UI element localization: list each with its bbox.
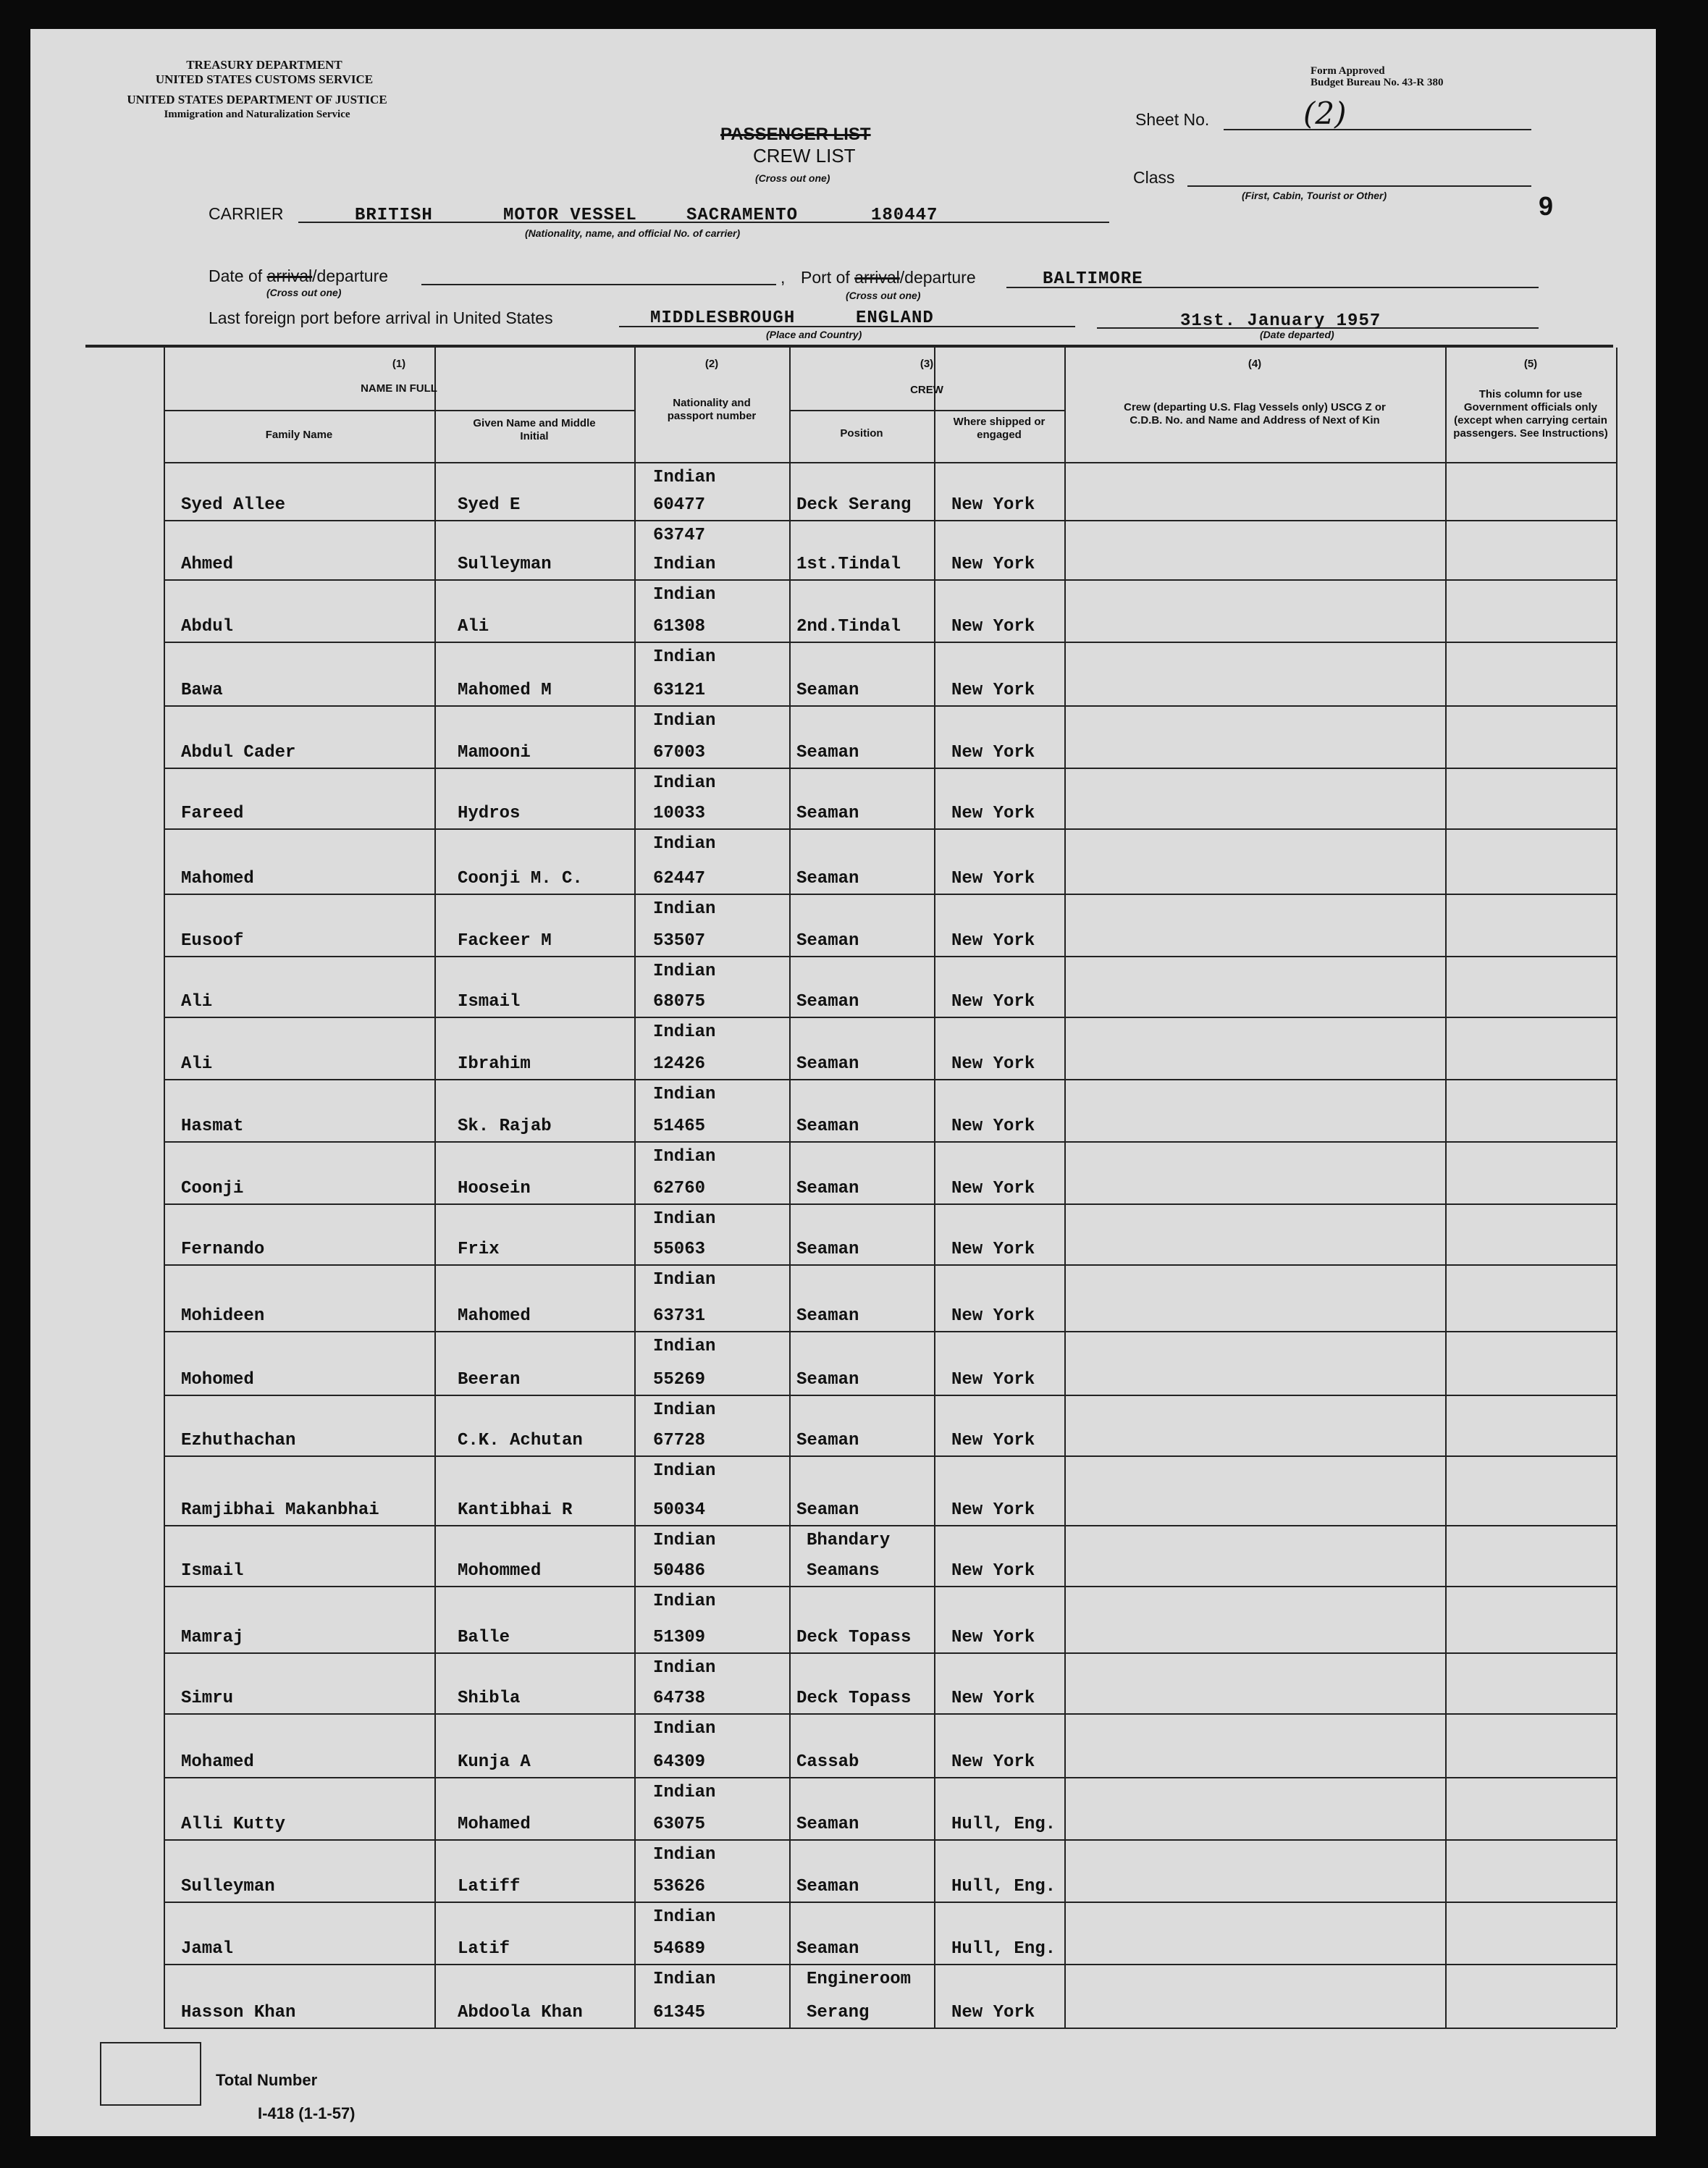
page-number: 9	[1539, 191, 1554, 221]
family-name-cell: Hasson Khan	[181, 2003, 296, 2022]
nationality-cell: 63747	[653, 526, 706, 545]
last-port-value: MIDDLESBROUGH	[650, 308, 796, 328]
family-name-cell: Mamraj	[181, 1628, 244, 1647]
given-name-cell: Ismail	[458, 992, 521, 1012]
nationality-cell: Indian	[653, 1400, 716, 1420]
nationality-cell: Indian	[653, 962, 716, 981]
nationality-cell: Indian	[653, 1085, 716, 1104]
given-name-cell: Mohommed	[458, 1561, 542, 1581]
nationality-cell: Indian	[653, 1719, 716, 1739]
date-comma: ,	[781, 268, 786, 287]
given-name-cell: Hydros	[458, 804, 521, 823]
passport-cell: 63121	[653, 681, 706, 700]
title-struck: PASSENGER LIST	[720, 125, 871, 144]
passport-cell: 62760	[653, 1179, 706, 1198]
table-row	[164, 894, 1616, 895]
passport-cell: 64738	[653, 1689, 706, 1708]
port-label	[801, 268, 976, 287]
port-value: BALTIMORE	[1043, 269, 1143, 289]
where-shipped-cell: New York	[951, 555, 1035, 574]
given-name-cell: Latif	[458, 1939, 510, 1959]
table-row	[164, 1713, 1616, 1715]
position-cell: Seaman	[796, 804, 859, 823]
table-row	[164, 579, 1616, 581]
given-name-cell: Abdoola Khan	[458, 2003, 583, 2022]
form-number: I-418 (1-1-57)	[258, 2104, 356, 2122]
where-shipped-cell: New York	[951, 617, 1035, 636]
agency-line-2: UNITED STATES CUSTOMS SERVICE	[155, 72, 374, 86]
table-row	[164, 705, 1616, 707]
agency-line-4: Immigration and Naturalization Service	[164, 109, 350, 120]
column-rule	[934, 348, 935, 2028]
nationality-cell: Indian	[653, 899, 716, 919]
given-name-cell: Latiff	[458, 1877, 521, 1896]
given-name-cell: Mahomed M	[458, 681, 552, 700]
where-shipped-cell: New York	[951, 1306, 1035, 1326]
header-bottom-rule	[164, 462, 1616, 463]
position-cell: Seaman	[796, 1306, 859, 1326]
family-name-cell: Eusoof	[181, 931, 244, 951]
family-name-cell: Ramjibhai Makanbhai	[181, 1500, 379, 1520]
where-shipped-cell: New York	[951, 1689, 1035, 1708]
family-name-cell: Ismail	[181, 1561, 244, 1581]
column-rule	[789, 348, 791, 2028]
table-row	[164, 1455, 1616, 1457]
table-row	[164, 1839, 1616, 1841]
table-row	[164, 1586, 1616, 1587]
col2-number: (2)	[704, 358, 719, 370]
where-shipped-cell: New York	[951, 869, 1035, 888]
carrier-name: SACRAMENTO	[686, 206, 799, 225]
passport-cell: 61308	[653, 617, 706, 636]
family-name-cell: Coonji	[181, 1179, 244, 1198]
passport-cell: 55063	[653, 1240, 706, 1259]
where-shipped-cell: New York	[951, 1117, 1035, 1136]
nationality-cell: Indian	[653, 647, 716, 667]
date-label-struck: arrival	[266, 266, 313, 285]
position-cell: Deck Topass	[796, 1689, 912, 1708]
carrier-official-no: 180447	[871, 206, 938, 225]
last-port-hint: (Place and Country)	[766, 329, 862, 340]
passport-cell: 60477	[653, 495, 706, 515]
date-departed: 31st. January 1957	[1180, 311, 1381, 331]
position-cell: Seaman	[796, 1500, 859, 1520]
where-shipped-cell: Hull, Eng.	[951, 1939, 1056, 1959]
carrier-nationality: BRITISH	[355, 206, 433, 225]
column-rule	[634, 348, 636, 2028]
passport-cell: 10033	[653, 804, 706, 823]
where-shipped-cell: New York	[951, 495, 1035, 515]
where-shipped-cell: New York	[951, 1054, 1035, 1074]
last-port-country: ENGLAND	[856, 308, 934, 328]
given-name-cell: Mohamed	[458, 1815, 531, 1834]
position-cell: Seaman	[796, 1877, 859, 1896]
passport-cell: 68075	[653, 992, 706, 1012]
table-top-rule	[85, 345, 1613, 348]
sheet-label: Sheet No.	[1135, 110, 1210, 129]
given-name-cell: Ibrahim	[458, 1054, 531, 1074]
passport-cell: 53507	[653, 931, 706, 951]
position-cell: Serang	[807, 2003, 870, 2022]
where-shipped-header: Where shipped or engaged	[953, 416, 1046, 441]
nationality-cell: Indian	[653, 1970, 716, 1989]
nationality-cell: Indian	[653, 1461, 716, 1481]
table-row	[164, 1017, 1616, 1018]
column-rule	[434, 348, 436, 2028]
where-shipped-cell: New York	[951, 1240, 1035, 1259]
given-name-cell: Sk. Rajab	[458, 1117, 552, 1136]
agency-line-1: TREASURY DEPARTMENT	[186, 58, 342, 72]
port-label-struck: arrival	[854, 268, 900, 287]
form-approved: Form Approved	[1311, 65, 1385, 77]
column-rule	[1616, 348, 1617, 2028]
position-cell: Seaman	[796, 931, 859, 951]
carrier-hint: (Nationality, name, and official No. of carrier)	[525, 227, 741, 239]
table-row	[164, 1525, 1616, 1526]
given-name-cell: Shibla	[458, 1689, 521, 1708]
nationality-cell: Indian	[653, 468, 716, 487]
family-name-cell: Syed Allee	[181, 495, 286, 515]
form-title: CREW LIST	[753, 145, 856, 167]
position-cell: Seaman	[796, 743, 859, 762]
where-shipped-cell: New York	[951, 1370, 1035, 1390]
table-row	[164, 956, 1616, 957]
position-cell: 1st.Tindal	[796, 555, 901, 574]
agency-line-3: UNITED STATES DEPARTMENT OF JUSTICE	[127, 93, 387, 106]
table-row	[164, 1203, 1616, 1205]
given-name-cell: C.K. Achutan	[458, 1431, 583, 1450]
passport-cell: 63075	[653, 1815, 706, 1834]
passport-cell: 64309	[653, 1752, 706, 1772]
position-cell: Cassab	[796, 1752, 859, 1772]
nationality-cell: Indian	[653, 1907, 716, 1927]
col1-title: NAME IN FULL	[361, 382, 437, 395]
position-cell: Seaman	[796, 1179, 859, 1198]
family-name-cell: Bawa	[181, 681, 223, 700]
position-cell: Seaman	[796, 1815, 859, 1834]
family-name-cell: Fareed	[181, 804, 244, 823]
class-hint: (First, Cabin, Tourist or Other)	[1242, 190, 1387, 201]
nationality-cell: Indian	[653, 1270, 716, 1290]
where-shipped-cell: New York	[951, 1752, 1035, 1772]
table-row	[164, 828, 1616, 830]
date-underline	[421, 284, 776, 285]
table-row	[164, 768, 1616, 769]
position-cell: Seaman	[796, 1431, 859, 1450]
position-cell: Seaman	[796, 1370, 859, 1390]
family-name-cell: Abdul	[181, 617, 234, 636]
passport-cell: 51309	[653, 1628, 706, 1647]
port-label-prefix: Port of	[801, 268, 855, 287]
date-departed-hint: (Date departed)	[1260, 329, 1334, 340]
col5-number: (5)	[1523, 358, 1538, 370]
where-shipped-cell: New York	[951, 743, 1035, 762]
family-name-cell: Mohomed	[181, 1370, 254, 1390]
given-name-cell: Beeran	[458, 1370, 521, 1390]
family-name-cell: Ezhuthachan	[181, 1431, 296, 1450]
position-cell: Seaman	[796, 1939, 859, 1959]
nationality-cell: Indian	[653, 1592, 716, 1611]
where-shipped-cell: New York	[951, 1179, 1035, 1198]
given-name-cell: Sulleyman	[458, 555, 552, 574]
passport-cell: 50034	[653, 1500, 706, 1520]
total-number-box[interactable]	[100, 2042, 201, 2106]
crew-header: CREW	[910, 384, 943, 396]
given-name-cell: Kunja A	[458, 1752, 531, 1772]
table-row	[164, 1964, 1616, 1965]
passport-cell: 53626	[653, 1877, 706, 1896]
given-name-cell: Mahomed	[458, 1306, 531, 1326]
table-row	[164, 1264, 1616, 1266]
nationality-cell: Indian	[653, 1783, 716, 1802]
passport-cell: 50486	[653, 1561, 706, 1581]
position-cell: Seaman	[796, 1240, 859, 1259]
sheet-underline	[1224, 129, 1531, 130]
passport-cell: 67003	[653, 743, 706, 762]
family-name-cell: Mohamed	[181, 1752, 254, 1772]
given-name-cell: Syed E	[458, 495, 521, 515]
family-name-cell: Sulleyman	[181, 1877, 275, 1896]
date-label-prefix: Date of	[209, 266, 267, 285]
carrier-label: CARRIER	[209, 204, 284, 223]
passport-cell: 62447	[653, 869, 706, 888]
table-row	[164, 1652, 1616, 1654]
where-shipped-cell: Hull, Eng.	[951, 1815, 1056, 1834]
passport-cell: Indian	[653, 555, 716, 574]
nationality-header: Nationality and passport number	[667, 397, 757, 422]
title-cross-out: (Cross out one)	[755, 172, 830, 184]
where-shipped-cell: New York	[951, 1431, 1035, 1450]
where-shipped-cell: New York	[951, 804, 1035, 823]
header-split-rule	[164, 410, 634, 411]
class-underline	[1187, 185, 1531, 187]
family-name-cell: Jamal	[181, 1939, 234, 1959]
position-cell: Seaman	[796, 992, 859, 1012]
family-name-header: Family Name	[265, 429, 333, 441]
port-label-suffix: /departure	[899, 268, 976, 287]
passport-cell: 54689	[653, 1939, 706, 1959]
column-rule	[1064, 348, 1066, 2028]
position-cell: Bhandary	[807, 1531, 891, 1550]
total-number-label: Total Number	[216, 2071, 318, 2089]
given-name-header: Given Name and Middle Initial	[473, 417, 596, 442]
family-name-cell: Abdul Cader	[181, 743, 296, 762]
given-name-cell: Ali	[458, 617, 489, 636]
nationality-cell: Indian	[653, 1337, 716, 1356]
passport-cell: 63731	[653, 1306, 706, 1326]
family-name-cell: Mahomed	[181, 869, 254, 888]
nationality-cell: Indian	[653, 834, 716, 854]
table-row	[164, 1331, 1616, 1332]
nationality-cell: Indian	[653, 1531, 716, 1550]
position-header: Position	[840, 427, 883, 440]
position-cell: Deck Serang	[796, 495, 912, 515]
given-name-cell: Mamooni	[458, 743, 531, 762]
header-split-rule	[789, 410, 1064, 411]
passport-cell: 51465	[653, 1117, 706, 1136]
nationality-cell: Indian	[653, 1209, 716, 1229]
gov-officials-header: This column for use Government officials only (except when carrying certain passengers. See Instructions)	[1453, 388, 1608, 440]
date-label	[209, 266, 388, 286]
nationality-cell: Indian	[653, 711, 716, 731]
where-shipped-cell: New York	[951, 1500, 1035, 1520]
where-shipped-cell: New York	[951, 1561, 1035, 1581]
given-name-cell: Balle	[458, 1628, 510, 1647]
table-row	[164, 520, 1616, 521]
given-name-cell: Fackeer M	[458, 931, 552, 951]
col1-number: (1)	[392, 358, 406, 370]
given-name-cell: Hoosein	[458, 1179, 531, 1198]
next-of-kin-header: Crew (departing U.S. Flag Vessels only) USCG Z or C.D.B. No. and Name and Address of Next of Kin	[1124, 401, 1386, 427]
budget-bureau: Budget Bureau No. 43-R 380	[1311, 77, 1444, 88]
table-row	[164, 2028, 1616, 2029]
nationality-cell: Indian	[653, 773, 716, 793]
position-cell: Deck Topass	[796, 1628, 912, 1647]
carrier-type: MOTOR VESSEL	[503, 206, 637, 225]
passport-cell: 61345	[653, 2003, 706, 2022]
table-row	[164, 1777, 1616, 1778]
where-shipped-cell: New York	[951, 1628, 1035, 1647]
where-shipped-cell: Hull, Eng.	[951, 1877, 1056, 1896]
where-shipped-cell: New York	[951, 931, 1035, 951]
position-cell: Seaman	[796, 681, 859, 700]
table-row	[164, 1902, 1616, 1903]
position-cell: Seaman	[796, 1117, 859, 1136]
nationality-cell: Indian	[653, 1147, 716, 1167]
position-cell: Seaman	[796, 869, 859, 888]
table-row	[164, 1395, 1616, 1396]
family-name-cell: Ahmed	[181, 555, 234, 574]
date-cross-out: (Cross out one)	[266, 287, 342, 298]
where-shipped-cell: New York	[951, 2003, 1035, 2022]
family-name-cell: Alli Kutty	[181, 1815, 286, 1834]
table-row	[164, 1079, 1616, 1080]
given-name-cell: Frix	[458, 1240, 500, 1259]
position-cell: Engineroom	[807, 1970, 912, 1989]
last-port-label: Last foreign port before arrival in United States	[209, 308, 553, 327]
family-name-cell: Ali	[181, 1054, 213, 1074]
port-cross-out: (Cross out one)	[846, 290, 921, 301]
passport-cell: 55269	[653, 1370, 706, 1390]
given-name-cell: Coonji M. C.	[458, 869, 583, 888]
where-shipped-cell: New York	[951, 681, 1035, 700]
nationality-cell: Indian	[653, 1022, 716, 1042]
family-name-cell: Hasmat	[181, 1117, 244, 1136]
family-name-cell: Mohideen	[181, 1306, 265, 1326]
nationality-cell: Indian	[653, 1658, 716, 1678]
passport-cell: 67728	[653, 1431, 706, 1450]
nationality-cell: Indian	[653, 585, 716, 605]
col4-number: (4)	[1248, 358, 1262, 370]
column-rule	[1445, 348, 1447, 2028]
where-shipped-cell: New York	[951, 992, 1035, 1012]
column-rule	[164, 348, 165, 2028]
position-cell: Seaman	[796, 1054, 859, 1074]
nationality-cell: Indian	[653, 1845, 716, 1865]
sheet-value: (2)	[1303, 96, 1347, 131]
position-cell: 2nd.Tindal	[796, 617, 901, 636]
position-cell: Seamans	[807, 1561, 880, 1581]
col3-number: (3)	[920, 358, 934, 370]
passport-cell: 12426	[653, 1054, 706, 1074]
table-row	[164, 642, 1616, 643]
family-name-cell: Simru	[181, 1689, 234, 1708]
given-name-cell: Kantibhai R	[458, 1500, 573, 1520]
table-row	[164, 1141, 1616, 1143]
class-label: Class	[1133, 168, 1175, 187]
family-name-cell: Ali	[181, 992, 213, 1012]
family-name-cell: Fernando	[181, 1240, 265, 1259]
date-label-suffix: /departure	[312, 266, 389, 285]
